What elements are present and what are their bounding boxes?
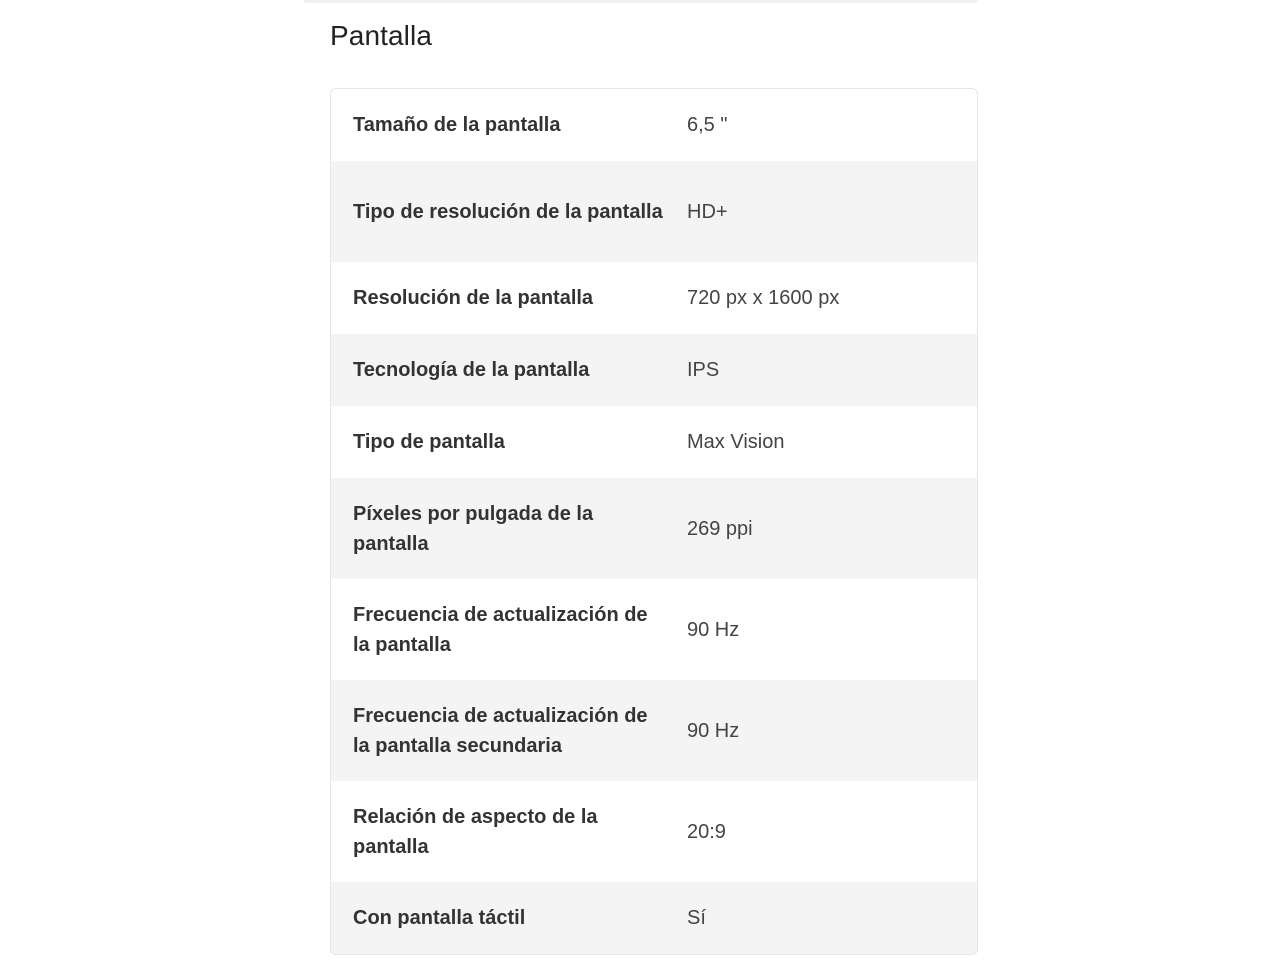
spec-value: 6,5 " <box>687 114 728 136</box>
spec-label: Tipo de pantalla <box>353 431 505 453</box>
table-row <box>331 334 977 406</box>
table-row <box>331 579 977 680</box>
spec-label: Resolución de la pantalla <box>353 287 594 309</box>
spec-value: 90 Hz <box>687 719 740 742</box>
spec-label: Píxeles por pulgada de la pantalla <box>353 502 594 555</box>
section-title: Pantalla <box>330 20 432 51</box>
spec-label: Con pantalla táctil <box>353 907 526 929</box>
spec-value: 90 Hz <box>687 618 740 641</box>
table-row <box>331 89 977 161</box>
spec-value: Max Vision <box>687 431 785 453</box>
spec-value: 269 ppi <box>687 517 753 540</box>
spec-value: Sí <box>687 907 706 929</box>
spec-label: Tipo de resolución de la pantalla <box>353 200 663 223</box>
table-row <box>331 406 977 478</box>
table-row <box>331 680 977 781</box>
table-row <box>331 781 977 882</box>
spec-value: HD+ <box>687 200 728 223</box>
top-divider <box>303 0 978 3</box>
spec-value: 20:9 <box>687 820 726 843</box>
spec-label: Frecuencia de actualización de la pantalla <box>353 603 648 656</box>
spec-label: Tamaño de la pantalla <box>353 114 561 136</box>
spec-value: IPS <box>687 359 720 381</box>
table-row <box>331 478 977 579</box>
spec-value: 720 px x 1600 px <box>687 287 840 309</box>
table-row <box>331 262 977 334</box>
table-row <box>331 161 977 262</box>
spec-label: Tecnología de la pantalla <box>353 359 590 381</box>
spec-label: Relación de aspecto de la pantalla <box>353 805 598 858</box>
spec-table <box>330 88 978 955</box>
table-row <box>331 882 977 954</box>
spec-label: Frecuencia de actualización de la pantalla secundaria <box>353 704 648 757</box>
